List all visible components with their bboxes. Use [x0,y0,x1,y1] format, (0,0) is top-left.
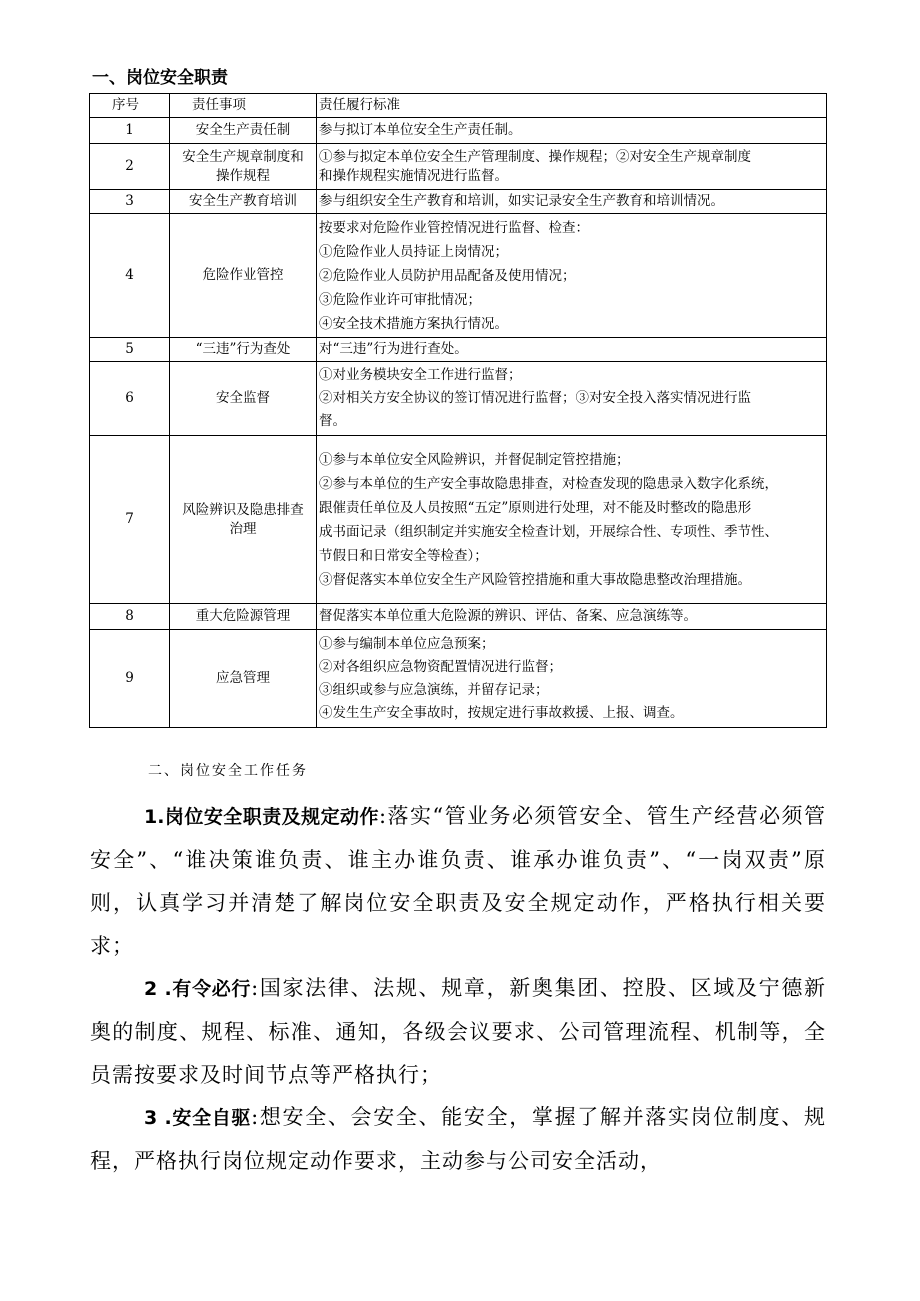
row-standard [317,436,827,604]
paragraph-separator: : [378,804,388,828]
row-item-line: 安全监督 [216,390,270,406]
row-item-line: 安全生产教育培训 [189,193,297,209]
row-standard-line: ④安全技术措施方案执行情况。 [319,315,508,332]
row-standard [317,604,827,630]
paragraph-separator: : [251,1105,260,1129]
section2-title: 二、岗位安全工作任务 [148,763,308,779]
row-standard-line: 成书面记录（组织制定并实施安全检查计划，开展综合性、专项性、季节性、 [319,523,778,540]
paragraph-text: 落实“管业务必须管安全、管生产经营必须管安全”、“谁决策谁负责、谁主办谁负责、谁承办谁负责”、“一岗双责”原则，认真学习并清楚了解岗位安全职责及安全规定动作，严格执行相关要求； [90,804,826,958]
row-standard-line: 督。 [319,413,346,429]
row-standard [317,190,827,214]
row-standard [317,118,827,144]
row-no: 3 [90,190,170,214]
row-standard-line: ①参与本单位安全风险辨识，并督促制定管控措施； [319,451,630,468]
table-row [90,630,827,728]
row-standard-line: ①参与编制本单位应急预案； [319,635,495,652]
table-row [90,338,827,362]
row-no: 7 [90,436,170,604]
row-item [170,118,317,144]
paragraph-lead: 2 .有令必行 [144,978,252,1000]
row-standard-line: ②危险作业人员防护用品配备及使用情况； [319,267,576,284]
paragraph-lead: 1.岗位安全职责及规定动作 [144,806,379,828]
table-header-row [90,94,827,118]
row-no: 9 [90,630,170,728]
row-standard-line: ③组织或参与应急演练，并留存记录； [319,681,549,698]
row-item [170,214,317,338]
row-no: 2 [90,144,170,190]
row-item-line: 危险作业管控 [202,267,284,283]
row-item [170,604,317,630]
row-item-line: 治理 [229,520,257,537]
table-row [90,436,827,604]
row-item [170,630,317,728]
row-standard-line: 参与拟订本单位安全生产责任制。 [319,122,522,138]
row-standard-line: ④发生生产安全事故时，按规定进行事故救援、上报、调查。 [319,704,684,721]
paragraph-separator: : [251,976,260,1000]
row-item [170,436,317,604]
row-standard-line: 对“三违”行为进行查处。 [319,341,468,357]
row-standard-line: 按要求对危险作业管控情况进行监督、检查： [319,219,589,236]
row-item [170,362,317,436]
row-standard [317,630,827,728]
row-standard [317,144,827,190]
row-item [170,338,317,362]
table-row [90,118,827,144]
row-item [170,144,317,190]
header-item: 责任事项 [170,94,317,118]
row-no: 8 [90,604,170,630]
task-paragraph [90,795,826,968]
row-item-line: “三违”行为查处 [195,341,291,357]
row-standard-line: 参与组织安全生产教育和培训，如实记录安全生产教育和培训情况。 [319,193,724,209]
row-item-line: 风险辨识及隐患排查 [182,501,304,518]
table-row [90,214,827,338]
paragraph-text: 想安全、会安全、能安全，掌握了解并落实岗位制度、规程，严格执行岗位规定动作要求，主动参与公司安全活动， [90,1105,826,1173]
row-standard-line: ①参与拟定本单位安全生产管理制度、操作规程；②对安全生产规章制度 [319,148,751,165]
row-item-line: 应急管理 [216,670,270,686]
duty-table [89,93,827,728]
row-standard [317,362,827,436]
row-no: 5 [90,338,170,362]
row-no: 4 [90,214,170,338]
task-paragraph [90,1096,826,1183]
row-item-line: 重大危险源管理 [195,608,291,624]
row-item-line: 安全生产责任制 [195,122,291,138]
header-standard: 责任履行标准 [317,94,827,118]
row-item-line: 安全生产规章制度和 [182,148,304,165]
row-no: 1 [90,118,170,144]
row-standard-line: ③督促落实本单位安全生产风险管控措施和重大事故隐患整改治理措施。 [319,571,751,588]
row-standard-line: ②参与本单位的生产安全事故隐患排查，对检查发现的隐患录入数字化系统， [319,475,778,492]
row-standard-line: ③危险作业许可审批情况； [319,291,481,308]
row-standard-line: ②对相关方安全协议的签订情况进行监督；③对安全投入落实情况进行监 [319,390,751,406]
paragraph-text: 国家法律、法规、规章，新奥集团、控股、区域及宁德新奥的制度、规程、标准、通知，各级会议要求、公司管理流程、机制等，全员需按要求及时间节点等严格执行； [90,976,826,1087]
row-standard-line: 节假日和日常安全等检查）； [319,547,488,564]
section1-title: 一、岗位安全职责 [92,68,228,88]
paragraph-lead: 3 .安全自驱 [144,1107,252,1129]
row-standard-line: ②对各组织应急物资配置情况进行监督； [319,658,562,675]
row-standard-line: ①对业务模块安全工作进行监督； [319,367,522,383]
row-item [170,190,317,214]
row-standard-line: 和操作规程实施情况进行监督。 [319,167,508,184]
row-standard [317,214,827,338]
row-standard-line: 跟催责任单位及人员按照“五定”原则进行处理，对不能及时整改的隐患形 [319,499,752,516]
row-standard [317,338,827,362]
row-standard-line: ①危险作业人员持证上岗情况； [319,243,508,260]
row-item-line: 操作规程 [216,167,270,184]
table-row [90,362,827,436]
row-standard-line: 督促落实本单位重大危险源的辨识、评估、备案、应急演练等。 [319,608,697,624]
table-row [90,190,827,214]
table-row [90,144,827,190]
row-no: 6 [90,362,170,436]
task-paragraph [90,967,826,1097]
header-no: 序号 [90,94,170,118]
table-row [90,604,827,630]
